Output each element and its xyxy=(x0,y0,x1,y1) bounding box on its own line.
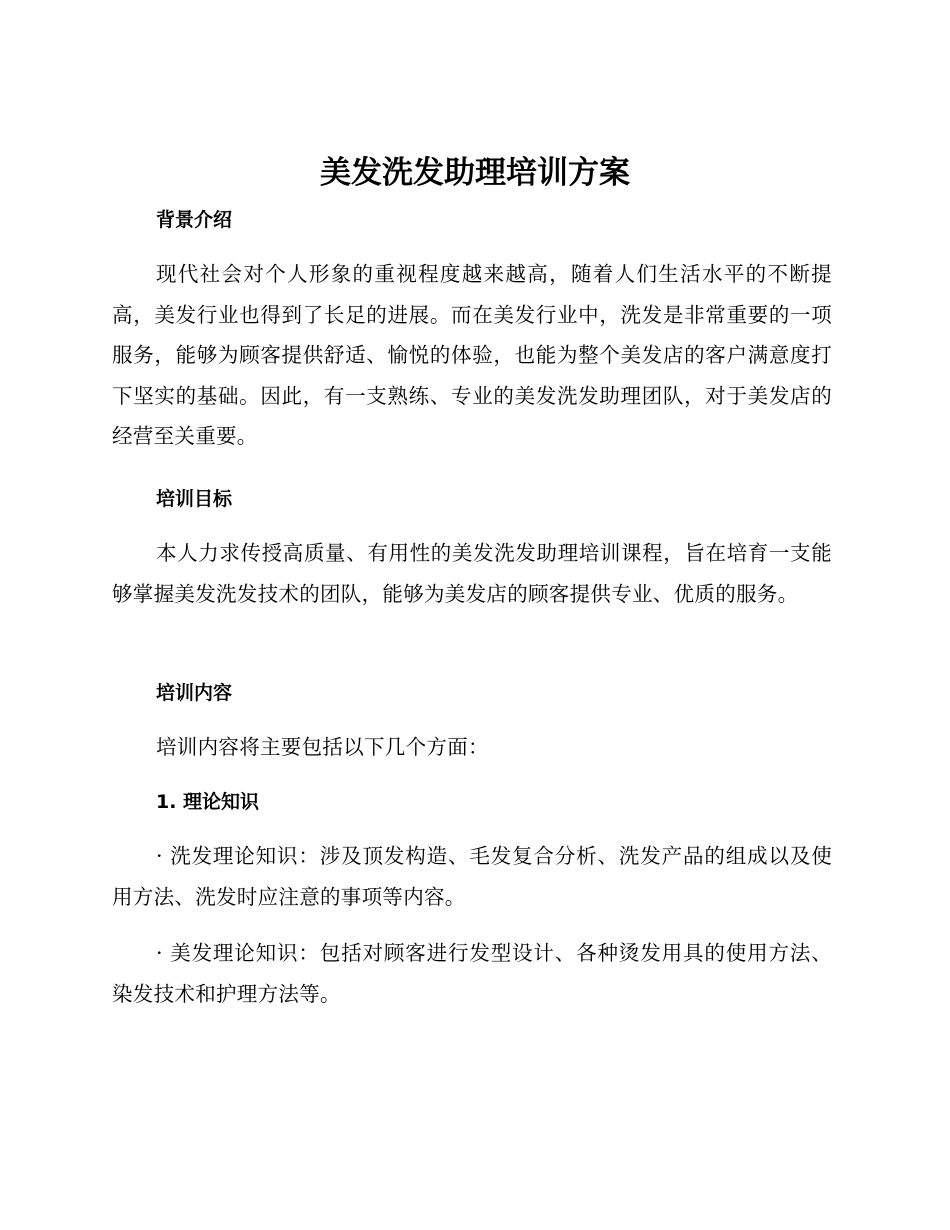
list-item-styling-theory: · 美发理论知识：包括对顾客进行发型设计、各种烫发用具的使用方法、染发技术和护理方法等。 xyxy=(112,941,832,1006)
section-heading-content: 培训内容 xyxy=(156,682,233,704)
paragraph-goals: 本人力求传授高质量、有用性的美发洗发助理培训课程，旨在培育一支能够掌握美发洗发技术的团队，能够为美发店的顾客提供专业、优质的服务。 xyxy=(112,541,832,606)
paragraph-background: 现代社会对个人形象的重视程度越来越高，随着人们生活水平的不断提高，美发行业也得到了长足的进展。而在美发行业中，洗发是非常重要的一项服务，能够为顾客提供舒适、愉悦的体验，也能为整个美发店的客户满意度打下坚实的基础。因此，有一支熟练、专业的美发洗发助理团队，对于美发店的经营至关重要。 xyxy=(112,262,832,448)
section-heading-theory: 1. 理论知识 xyxy=(156,791,260,813)
section-heading-background: 背景介绍 xyxy=(156,209,233,231)
paragraph-content-intro: 培训内容将主要包括以下几个方面： xyxy=(156,735,489,759)
document-title: 美发洗发助理培训方案 xyxy=(320,155,630,191)
list-item-washing-theory: · 洗发理论知识：涉及顶发构造、毛发复合分析、洗发产品的组成以及使用方法、洗发时应注意的事项等内容。 xyxy=(112,844,832,909)
section-heading-goals: 培训目标 xyxy=(156,488,233,510)
